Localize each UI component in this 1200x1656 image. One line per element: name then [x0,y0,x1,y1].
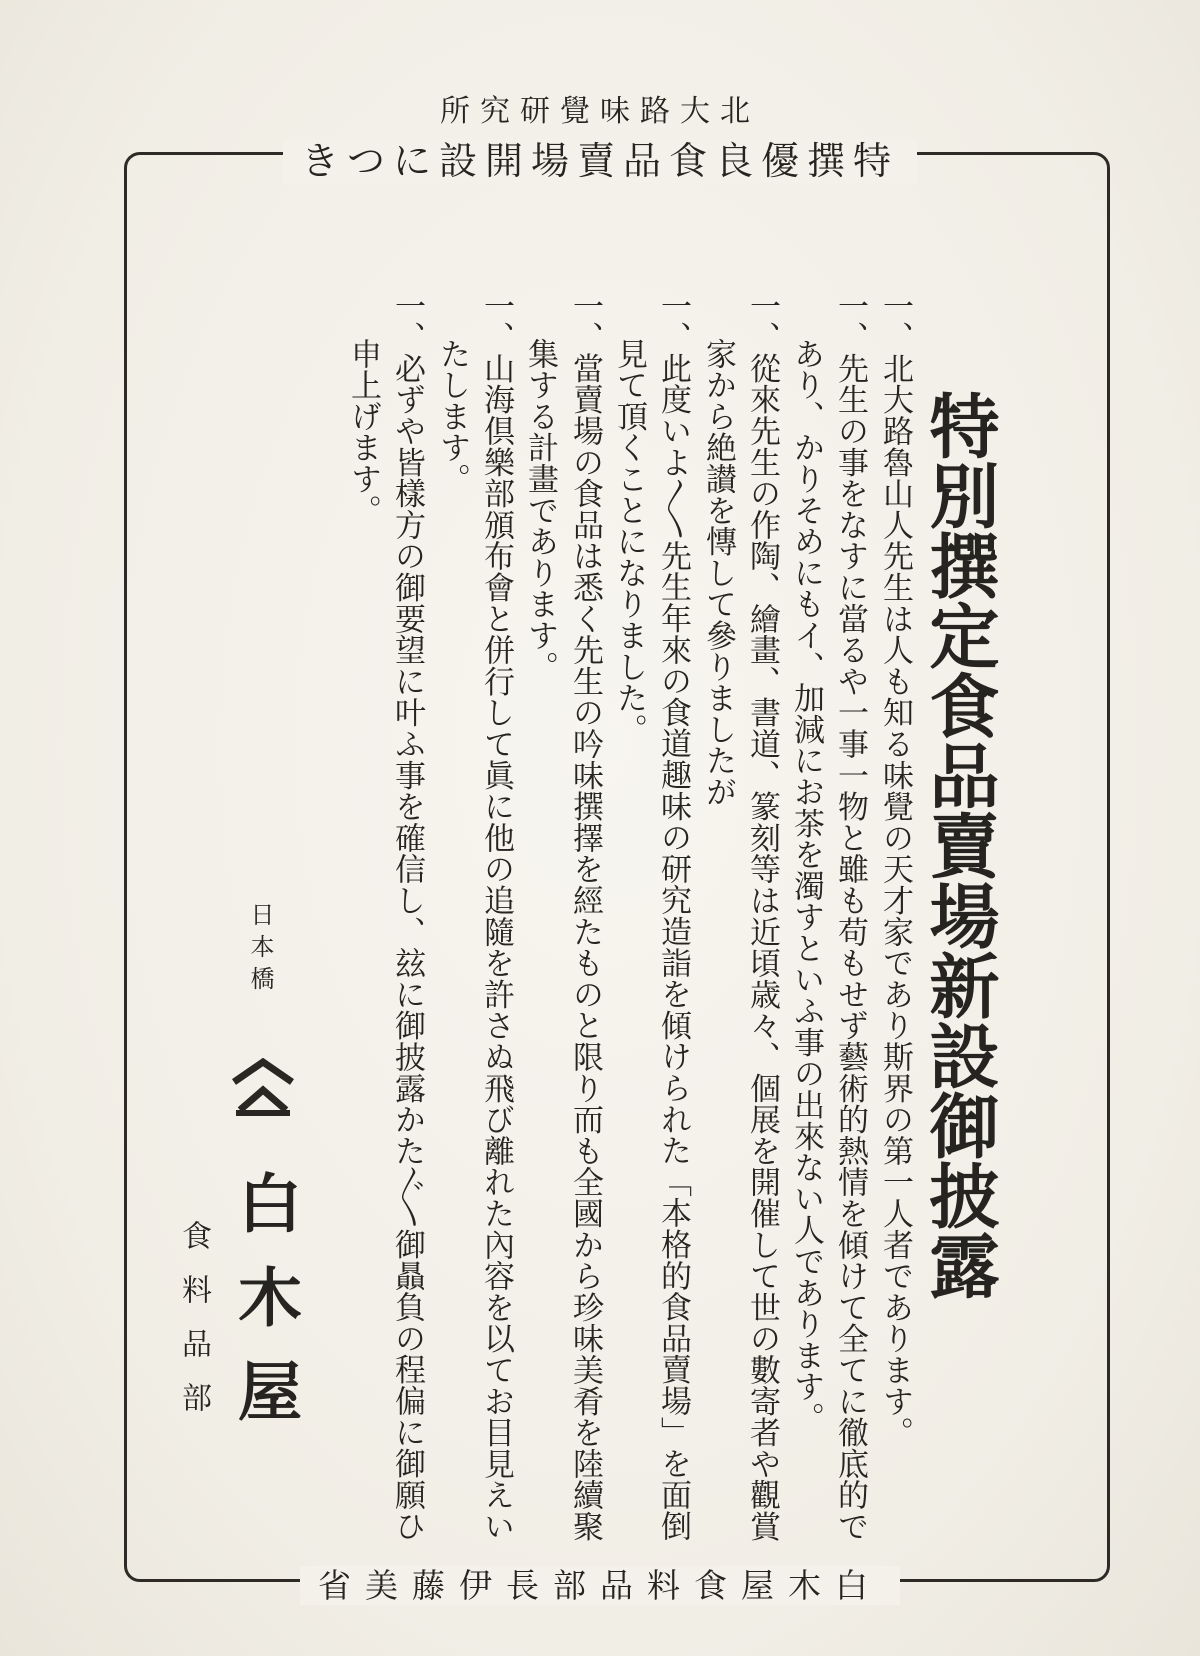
header-title-wrap [0,130,1200,185]
item-3-line-1: 一、此度いよ〳〵先生年來の食道趣味の研究造詣を傾けられた「本格的食品賣場」を面倒 [655,290,691,1542]
main-title: 特別撰定食品賣場新設御披露 [918,390,1001,1300]
item-4-line-1: 一、當賣場の食品は悉く先生の吟味撰擇を經たものと限り而も全國から珍味美肴を陸續聚 [567,290,603,1542]
shop-department: 食料品部 [176,1220,211,1436]
item-2-line-1: 一、從來先生の作陶、繪畫、書道、篆刻等は近頃歳々、個展を開催して世の數寄者や觀賞 [744,290,780,1542]
organization-name: 北大路味覺研究所 [440,94,760,129]
header-title: 特撰優良食品賣場開設につき [283,139,917,183]
footer-signer: 白木屋食料品部長伊藤美省 [300,1566,900,1605]
footer-signer-wrap [0,1560,1200,1607]
item-5-line-1: 一、山海倶樂部頒布會と併行して眞に他の追隨を許さぬ飛び離れた內容を以てお目見えい [478,290,514,1542]
item-6-line-1: 一、必ずや皆樣方の御要望に叶ふ事を確信し、玆に御披露かた〴〵御贔負の程偏に御願ひ [389,290,425,1542]
item-5-line-2: たします。 [434,338,470,495]
item-1-line-3: あり、かりそめにもイ、加減にお茶を濁すといふ事の出來ない人であります。 [788,338,824,1434]
signature-location: 日本橋 [246,902,274,998]
item-6-line-2: 申上げます。 [345,338,381,526]
shop-name: 白木屋 [227,1170,302,1452]
shirokiya-mark-icon [228,1058,298,1118]
item-1-line-1: 一、北大路魯山人先生は人も知る味覺の天才家であり斯界の第一人者であります。 [877,290,913,1449]
item-3-line-2: 見て頂くことになりました。 [611,338,647,745]
item-4-line-2: 集する計畫であります。 [522,338,558,683]
item-1-line-2: 一、先生の事をなすに當るや一事一物と雖も苟もせず藝術的熱情を傾けて全てに徹底的で [832,290,868,1542]
item-2-line-2: 家から絶讃を慱して參りましたが [700,338,736,808]
